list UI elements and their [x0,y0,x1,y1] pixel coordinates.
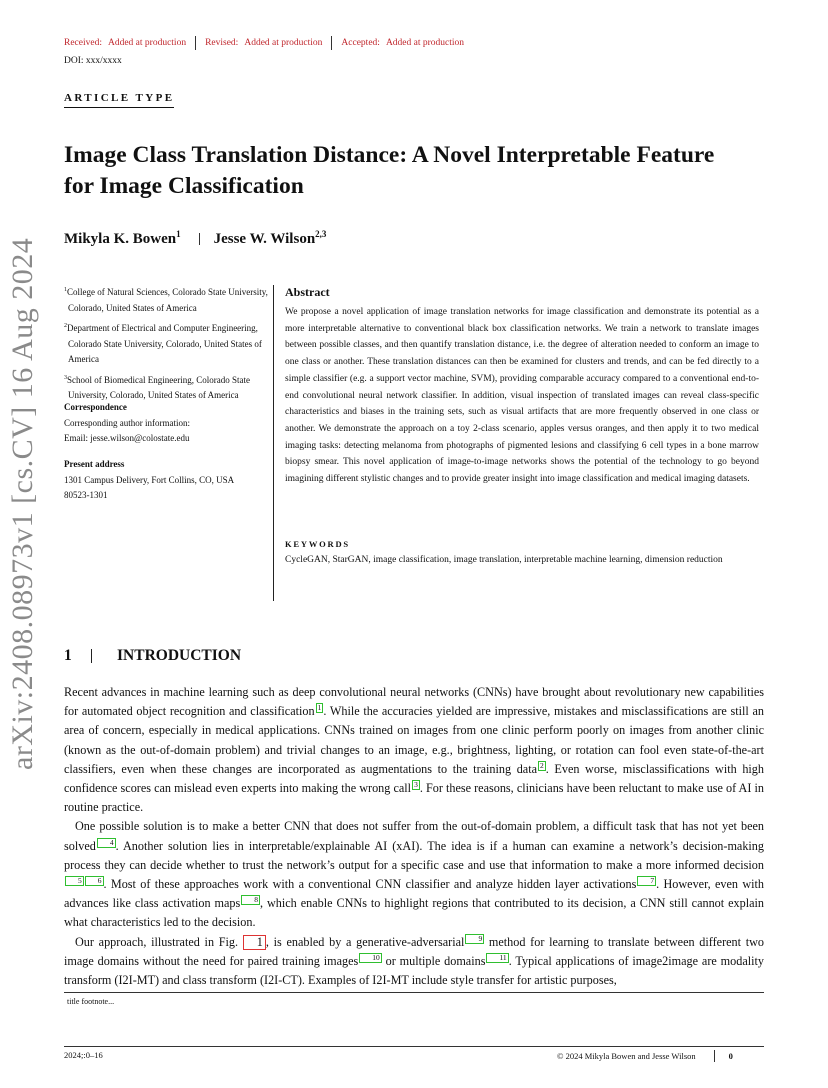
page-number: 0 [728,1051,733,1061]
keywords-text: CycleGAN, StarGAN, image classification, image translation, interpretable machine learning, dimension reduction [285,555,723,565]
section-heading [64,647,241,665]
citation-link[interactable]: 9 [465,934,484,944]
history-divider [331,36,332,50]
abstract-text: We propose a novel application of image translation networks for image classification and demonstrate its potential as a more interpretable alternative to conventional black box classification networks. We train a network to translate images between possible classes, and then quantify translation distance, i.e. the degree of alteration needed to conform an image to one class or another. These translation distances can then be examined for clusters and trends, and can be fed directly to a simple classifier (e.g. a support vector machine, SVM), providing comparable accuracy compared to a conventional end-to-end convolutional neural network classifier. In addition, visual inspection of translated images can reveal class-specific characteristics and biases in the training sets, such as visual artifacts that are more frequently observed in one class or another. We demonstrate the approach on a toy 2-class scenario, apples versus oranges, and then apply it to two medical imaging tasks: detecting melanoma from photographs of pigmented lesions and classifying 6 cell types in a bone marrow biopsy smear. This novel application of image-to-image networks shows the potential of the technology to go beyond imagining different stylistic changes and to provide greater insight into image classification and medical imaging datasets. [285,307,759,485]
column-divider [273,285,274,601]
history-accepted: Accepted: Added at production [341,38,465,48]
paragraph: Our approach, illustrated in Fig. 1 , is enabled by a generative-adversarial 9 method for learning to translate between different two image domains without the need for paired training images 10 or multiple domains 11 . Typical applications of image2image are modality transform (I2I-MT) and class transform (I2I-CT). Examples of I2I-MT include style transfer for artistic purposes, [64,933,765,988]
footer-divider [714,1050,715,1062]
citation-link[interactable]: 4 [97,838,116,848]
title-line: Image Class Translation Distance: A Novel Interpretable Feature [64,142,715,168]
history-divider [195,36,196,50]
author: Mikyla K. Bowen$^1$ [64,229,181,247]
affiliation: $^1$College of Natural Sciences, Colorado State University, Colorado, United States of America [64,287,268,313]
citation-link[interactable]: 10 [359,953,382,963]
keywords-heading: KEYWORDS [285,539,350,549]
publication-history [64,36,464,50]
doi: DOI: xxx/xxxx [64,56,122,66]
present-address-heading: Present address [64,459,125,469]
affiliations [64,283,269,407]
present-address: Present address 1301 Campus Delivery, Fort Collins, CO, USA 80523-1301 [64,457,269,504]
footer-volume: 2024;:0–16 [64,1050,103,1060]
paragraph: One possible solution is to make a better CNN that does not suffer from the out-of-domain problem, a difficult task that has not yet been solved 4 . Another solution lies in interpretable/explainable AI (xAI). The idea is if a human can examine a network’s decision-making process they can decide whether to trust the network’s output for a specific case and use that information to make a more informed decision5 6 . Most of these approaches work with a conventional CNN classifier and analyze hidden layer activations 7 . However, even with advances like class activation maps 8 , which enable CNNs to highlight regions that contributed to its decision, a CNN still cannot explain what characteristics led to the decision. [64,819,764,930]
section-number: 1 [64,647,72,664]
arxiv-identifier: arXiv:2408.08973v1 [cs.CV] 16 Aug 2024 [6,237,39,770]
abstract-heading: Abstract [285,285,330,299]
author-divider [199,233,200,245]
citation-link[interactable]: 11 [486,953,508,963]
citation-link[interactable]: 1 [317,703,322,713]
correspondence: Correspondence Corresponding author information: Email: jesse.wilson@colostate.edu [64,400,269,447]
title-footnote: title footnote... [67,997,115,1006]
section-divider [91,649,92,663]
citation-link[interactable]: 6 [85,876,104,886]
affiliation: $^3$School of Biomedical Engineering, Colorado State University, Colorado, United States of America [64,374,250,400]
section-title: INTRODUCTION [117,647,242,664]
article-type: ARTICLE TYPE [64,92,174,108]
corresponding-email: Email: jesse.wilson@colostate.edu [64,433,190,443]
citation-link[interactable]: 7 [637,876,656,886]
author: Jesse W. Wilson$^{2,3}$ [213,229,327,247]
history-revised: Revised: Added at production [205,38,323,48]
citation-link[interactable]: 5 [65,876,84,886]
citation-link[interactable]: 2 [540,760,544,770]
title-line: for Image Classification [64,173,304,199]
affiliation: $^2$Department of Electrical and Computer Engineering, Colorado State University, Colorado, United States of America [64,323,262,364]
correspondence-heading: Correspondence [64,402,127,412]
footer-copyright: © 2024 Mikyla Bowen and Jesse Wilson 0 [557,1051,733,1061]
footnote-rule [64,992,764,993]
history-received: Received: Added at production [64,38,187,48]
footer-rule [64,1046,764,1047]
introduction-body [64,683,764,990]
citation-link[interactable]: 8 [241,895,260,905]
paragraph: Recent advances in machine learning such as deep convolutional neural networks (CNNs) have brought about revolutionary new capabilities for automated object recognition and classification 1 . While the accuracies yielded are impressive, mistakes and misclassifications are still an area of concern, especially in medical applications. CNNs trained on images from one clinic perform poorly on images from another clinic (known as the out-of-domain problem) and trivial changes to an image, e.g., brightness, lighting, or rotation can fool even state-of-the-art classifiers, even when these changes are incorporated as augmentations to the training data 2 . Even worse, misclassifications with high confidence scores can mislead even experts into making the wrong call 3 . For these reasons, clinicians have been reluctant to make use of AI in routine practice. [64,685,764,815]
paper-title [64,140,784,202]
author-list [64,229,326,248]
figure-link[interactable]: 1 [243,935,266,950]
citation-link[interactable]: 3 [414,779,418,789]
